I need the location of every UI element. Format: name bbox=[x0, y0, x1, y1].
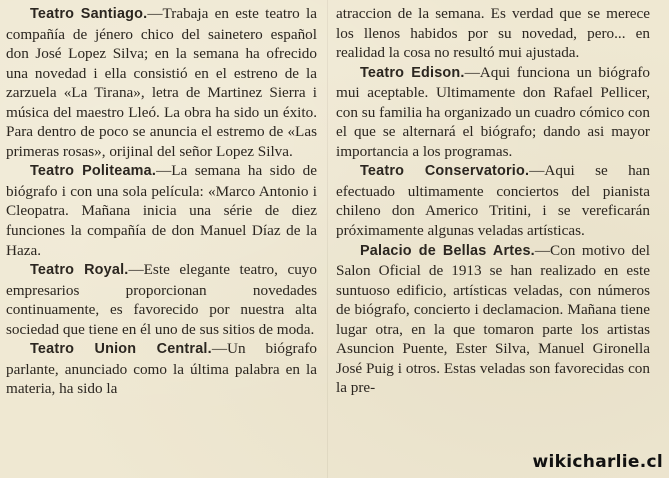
entry-body: —Trabaja en este teatro la compañía de jénero chico del sainetero español don José Lopez Silva; en la semana ha ofrecido una novedad i ella consistió en el estreno de la zarzuela «La Tirana», letra de Martinez Sierra i música del maestro Lleó. La obra ha sido un éxito. Para dentro de poco se anuncia el estremo de «Las primeras rosas», orijinal del señor Lopez Silva. bbox=[6, 5, 317, 160]
entry-heading: Teatro Edison. bbox=[360, 64, 465, 81]
column-divider bbox=[327, 0, 328, 478]
entry-heading: Teatro Royal. bbox=[30, 262, 129, 279]
entry-heading: Palacio de Bellas Artes. bbox=[360, 242, 535, 259]
entry-body: —Un biógrafo parlante, anunciado como la última palabra en la materia, ha sido la bbox=[6, 340, 317, 398]
entry-body: —Aqui funciona un biógrafo mui aceptable. Ultimamente don Rafael Pellicer, con su familia ha organizado un cuadro cómico con el que se alternará el biógrafo; dando asi mayor importancia a los programas. bbox=[336, 63, 650, 160]
entry-teatro-politeama bbox=[6, 161, 317, 260]
entry-body: —La semana ha sido de biógrafo i con una sola película: «Marco Antonio i Cleopatra. Mañana inicia una série de diez funciones la compañía de don Manuel Díaz de la Haza. bbox=[6, 162, 318, 259]
entry-teatro-conservatorio bbox=[336, 161, 650, 240]
entry-body: atraccion de la semana. Es verdad que se merece los llenos habidos por su novedad, pero... en realidad la cosa no resultó mui ajustada. bbox=[336, 5, 650, 62]
entry-teatro-edison bbox=[336, 63, 650, 162]
entry-teatro-royal bbox=[6, 260, 317, 339]
entry-body: —Con motivo del Salon Oficial de 1913 se han realizado en este suntuoso edificio, artísticas veladas, con números de biógrafo, concierto i declamacion. Mañana tiene lugar otra, en la que tomaron parte los artistas Asuncion Puente, Ester Silva, Manuel Gironella José Puig i otros. Estas veladas son favorecidas con la pre- bbox=[336, 241, 650, 397]
right-column bbox=[336, 4, 650, 398]
entry-teatro-union-central bbox=[6, 339, 317, 399]
entry-continuation bbox=[336, 4, 650, 63]
left-column bbox=[6, 4, 317, 399]
entry-palacio-bellas-artes bbox=[336, 241, 650, 398]
entry-heading: Teatro Politeama. bbox=[30, 163, 157, 180]
entry-body: —Aqui se han efectuado ultimamente conciertos del pianista chileno don Americo Tritini, i se vereficarán próximamente algunas veladas artísticas. bbox=[336, 162, 650, 240]
entry-teatro-santiago bbox=[6, 4, 317, 161]
entry-heading: Teatro Santiago. bbox=[30, 6, 148, 22]
entry-body: —Este elegante teatro, cuyo empresarios proporcionan novedades continuamente, es favorecido por nuestra alta sociedad que tiene en él uno de sus sitios de moda. bbox=[6, 261, 317, 338]
entry-heading: Teatro Conservatorio. bbox=[360, 163, 530, 180]
watermark-text: wikicharlie.cl bbox=[532, 452, 663, 472]
entry-heading: Teatro Union Central. bbox=[30, 341, 212, 358]
